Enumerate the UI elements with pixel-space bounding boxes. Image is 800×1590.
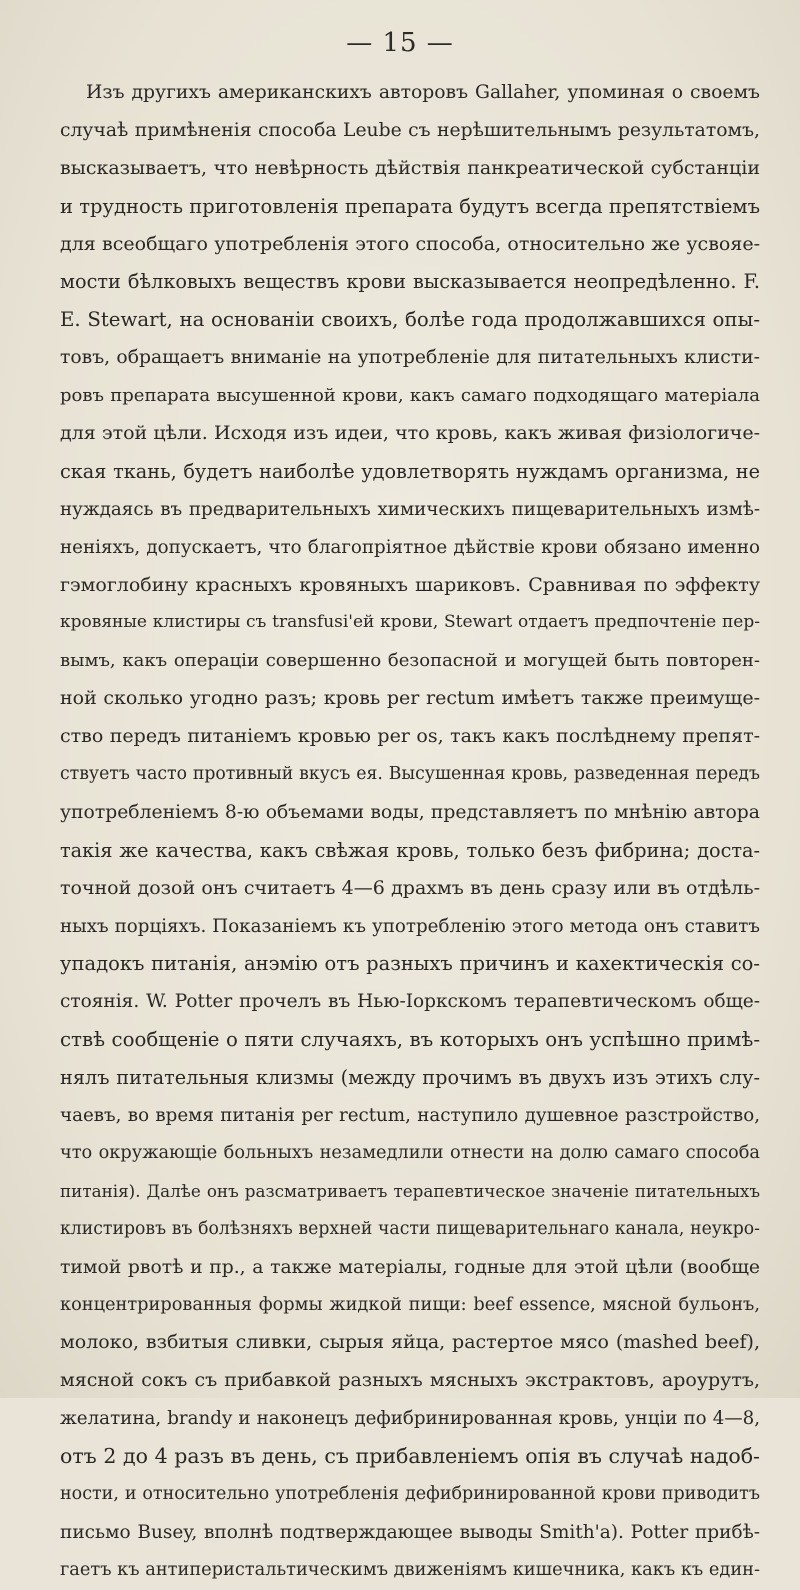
text-line: тимой рвотѣ и пр., а также матеріалы, годные для этой цѣли (вообще: [60, 1256, 760, 1278]
text-line: молоко, взбитыя сливки, сырыя яйца, растертое мясо (mashed beef),: [60, 1331, 760, 1354]
text-line: упадокъ питанія, анэмію отъ разныхъ причинъ и кахектическія со-: [60, 952, 760, 976]
text-line: мости бѣлковыхъ веществъ крови высказывается неопредѣленно. F.: [60, 270, 760, 294]
text-line: ствѣ сообщеніе о пяти случаяхъ, въ которыхъ онъ успѣшно примѣ-: [60, 1028, 760, 1052]
text-line: ство передъ питаніемъ кровью per os, такъ какъ послѣднему препят-: [60, 725, 760, 748]
text-line: ская ткань, будетъ наиболѣе удовлетворять нуждамъ организма, не: [60, 459, 760, 483]
text-line: нялъ питательныя клизмы (между прочимъ въ двухъ изъ этихъ слу-: [60, 1066, 760, 1090]
text-line: письмо Busey, вполнѣ подтверждающее выводы Smith'а). Potter прибѣ-: [60, 1521, 760, 1543]
body-text: [60, 74, 760, 1590]
text-line: употребленіемъ 8-ю объемами воды, представляетъ по мнѣнію автора: [60, 801, 760, 823]
text-line: чаевъ, во время питанія per rectum, наступило душевное разстройство,: [60, 1105, 760, 1127]
text-line: нуждаясь въ предварительныхъ химическихъ пищеварительныхъ измѣ-: [60, 498, 760, 520]
text-line: такія же качества, какъ свѣжая кровь, только безъ фибрина; доста-: [60, 838, 760, 862]
text-line: гаетъ къ антиперистальтическимъ движеніямъ кишечника, какъ къ един-: [60, 1559, 760, 1580]
text-line: клистировъ въ болѣзняхъ верхней части пищеварительнаго канала, неукро-: [60, 1218, 760, 1239]
text-line: неніяхъ, допускаетъ, что благопріятное дѣйствіе крови обязано именно: [60, 536, 760, 558]
text-line: случаѣ примѣненія способа Leube съ нерѣшительнымъ результатомъ,: [60, 119, 760, 141]
text-line: для этой цѣли. Исходя изъ идеи, что кровь, какъ живая физіологиче-: [60, 422, 760, 445]
text-line: и трудность приготовленія препарата будутъ всегда препятствіемъ: [60, 194, 760, 218]
text-line: стоянія. W. Potter прочелъ въ Нью-Іоркскомъ терапевтическомъ обще-: [60, 991, 760, 1013]
text-line: ствуетъ часто противный вкусъ ея. Высушенная кровь, разведенная передъ: [60, 764, 760, 785]
text-line: кровяные клистиры съ transfusi'ей крови, Stewart отдаетъ предпочтеніе пер-: [60, 612, 760, 633]
text-line: что окружающіе больныхъ незамедлили отнести на долю самаго способа: [60, 1142, 760, 1163]
text-line: высказываетъ, что невѣрность дѣйствія панкреатической субстанціи: [60, 156, 760, 179]
text-line: концентрированныя формы жидкой пищи: beef essence, мясной бульонъ,: [60, 1294, 760, 1315]
text-line: гэмоглобину красныхъ кровяныхъ шариковъ. Сравнивая по эффекту: [60, 573, 760, 596]
text-line: отъ 2 до 4 разъ въ день, съ прибавленіемъ опія въ случаѣ надоб-: [60, 1444, 760, 1469]
page-number: — 15 —: [346, 28, 454, 58]
text-line: ности, и относительно употребленія дефибринированной крови приводитъ: [60, 1483, 760, 1504]
text-line: ровъ препарата высушенной крови, какъ самаго подходящаго матеріала: [60, 385, 760, 407]
text-line: точной дозой онъ считаетъ 4—6 драхмъ въ день сразу или въ отдѣль-: [60, 876, 760, 899]
text-line: Изъ другихъ американскихъ авторовъ Gallaher, упоминая о своемъ: [86, 82, 760, 103]
text-line: мясной сокъ съ прибавкой разныхъ мясныхъ экстрактовъ, ароурутъ,: [60, 1369, 760, 1392]
text-line: желатина, brandy и наконецъ дефибринированная кровь, унціи по 4—8,: [60, 1408, 760, 1430]
text-line: ной сколько угодно разъ; кровь per rectum имѣетъ также преимуще-: [60, 687, 760, 710]
text-line: ныхъ порціяхъ. Показаніемъ къ употребленію этого метода онъ ставитъ: [60, 915, 760, 937]
text-line: питанія). Далѣе онъ разсматриваетъ терапевтическое значеніе питательныхъ: [60, 1180, 760, 1201]
text-line: для всеобщаго употребленія этого способа, относительно же усвояе-: [60, 232, 760, 255]
text-line: товъ, обращаетъ вниманіе на употребленіе для питательныхъ клисти-: [60, 347, 760, 369]
text-line: вымъ, какъ операціи совершенно безопасной и могущей быть повторен-: [60, 650, 760, 672]
text-line: E. Stewart, на основаніи своихъ, болѣе года продолжавшихся опы-: [60, 308, 760, 332]
